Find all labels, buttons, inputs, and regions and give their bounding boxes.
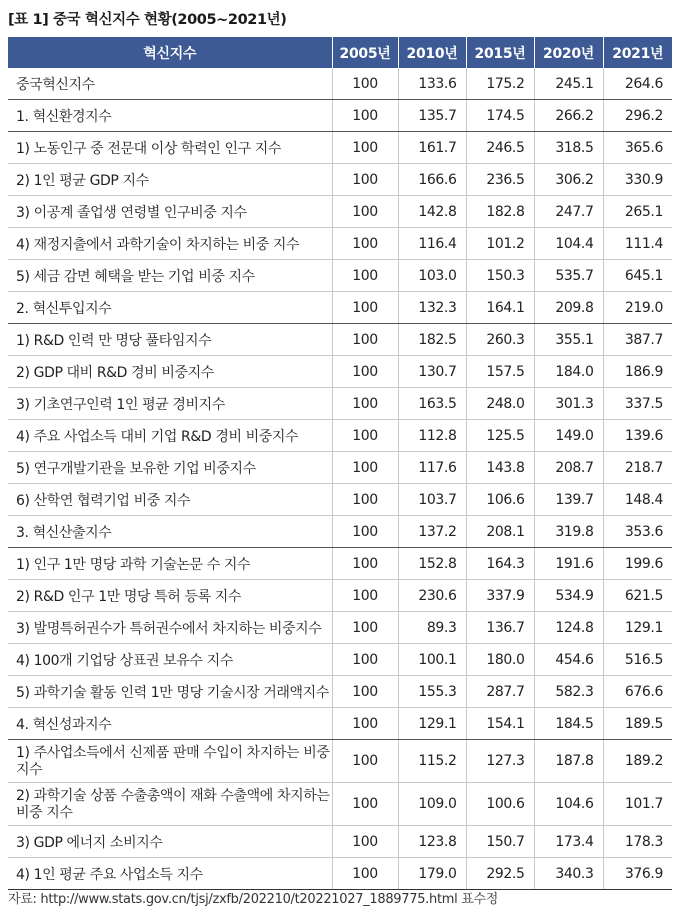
row-label: 3) 이공계 졸업생 연령별 인구비중 지수 xyxy=(8,196,332,228)
column-header: 2005년 xyxy=(332,37,398,68)
cell-value: 187.8 xyxy=(534,740,603,783)
cell-value: 248.0 xyxy=(466,388,534,420)
row-label: 6) 산학연 협력기업 비중 지수 xyxy=(8,484,332,516)
row-label: 3. 혁신산출지수 xyxy=(8,516,332,548)
source-note: 자료: http://www.stats.gov.cn/tjsj/zxfb/202210/t20221027_1889775.html 표수정 xyxy=(8,892,499,907)
cell-value: 100 xyxy=(332,676,398,708)
cell-value: 246.5 xyxy=(466,132,534,164)
cell-value: 376.9 xyxy=(603,858,672,890)
cell-value: 125.5 xyxy=(466,420,534,452)
cell-value: 337.9 xyxy=(466,580,534,612)
cell-value: 135.7 xyxy=(398,100,466,132)
cell-value: 534.9 xyxy=(534,580,603,612)
innovation-index-table xyxy=(8,37,672,890)
cell-value: 387.7 xyxy=(603,324,672,356)
table-row xyxy=(8,388,672,420)
table-row xyxy=(8,612,672,644)
row-label: 4) 주요 사업소득 대비 기업 R&D 경비 비중지수 xyxy=(8,420,332,452)
cell-value: 161.7 xyxy=(398,132,466,164)
cell-value: 676.6 xyxy=(603,676,672,708)
cell-value: 247.7 xyxy=(534,196,603,228)
cell-value: 130.7 xyxy=(398,356,466,388)
cell-value: 154.1 xyxy=(466,708,534,740)
row-label: 1. 혁신환경지수 xyxy=(8,100,332,132)
cell-value: 100 xyxy=(332,612,398,644)
cell-value: 100.6 xyxy=(466,783,534,826)
cell-value: 157.5 xyxy=(466,356,534,388)
cell-value: 292.5 xyxy=(466,858,534,890)
cell-value: 100 xyxy=(332,260,398,292)
cell-value: 139.6 xyxy=(603,420,672,452)
cell-value: 166.6 xyxy=(398,164,466,196)
row-label: 중국혁신지수 xyxy=(8,68,332,100)
cell-value: 301.3 xyxy=(534,388,603,420)
cell-value: 100 xyxy=(332,516,398,548)
cell-value: 296.2 xyxy=(603,100,672,132)
cell-value: 208.1 xyxy=(466,516,534,548)
table-row xyxy=(8,644,672,676)
table-row xyxy=(8,356,672,388)
cell-value: 109.0 xyxy=(398,783,466,826)
column-header: 2010년 xyxy=(398,37,466,68)
cell-value: 117.6 xyxy=(398,452,466,484)
cell-value: 175.2 xyxy=(466,68,534,100)
cell-value: 89.3 xyxy=(398,612,466,644)
cell-value: 516.5 xyxy=(603,644,672,676)
cell-value: 340.3 xyxy=(534,858,603,890)
cell-value: 100 xyxy=(332,196,398,228)
cell-value: 155.3 xyxy=(398,676,466,708)
cell-value: 184.5 xyxy=(534,708,603,740)
row-label: 2. 혁신투입지수 xyxy=(8,292,332,324)
cell-value: 164.3 xyxy=(466,548,534,580)
cell-value: 139.7 xyxy=(534,484,603,516)
cell-value: 100 xyxy=(332,580,398,612)
cell-value: 100 xyxy=(332,100,398,132)
cell-value: 355.1 xyxy=(534,324,603,356)
cell-value: 100 xyxy=(332,548,398,580)
cell-value: 191.6 xyxy=(534,548,603,580)
row-label: 1) R&D 인력 만 명당 풀타임지수 xyxy=(8,324,332,356)
cell-value: 245.1 xyxy=(534,68,603,100)
cell-value: 365.6 xyxy=(603,132,672,164)
table-row xyxy=(8,858,672,890)
cell-value: 104.4 xyxy=(534,228,603,260)
cell-value: 318.5 xyxy=(534,132,603,164)
cell-value: 330.9 xyxy=(603,164,672,196)
cell-value: 535.7 xyxy=(534,260,603,292)
cell-value: 150.3 xyxy=(466,260,534,292)
table-section-row xyxy=(8,708,672,740)
cell-value: 103.7 xyxy=(398,484,466,516)
row-label: 4) 100개 기업당 상표권 보유수 지수 xyxy=(8,644,332,676)
cell-value: 353.6 xyxy=(603,516,672,548)
column-header: 2015년 xyxy=(466,37,534,68)
cell-value: 100 xyxy=(332,388,398,420)
table-row xyxy=(8,132,672,164)
table-row xyxy=(8,420,672,452)
column-header: 2020년 xyxy=(534,37,603,68)
row-label: 4) 1인 평균 주요 사업소득 지수 xyxy=(8,858,332,890)
row-label: 5) 세금 감면 혜택을 받는 기업 비중 지수 xyxy=(8,260,332,292)
cell-value: 100 xyxy=(332,452,398,484)
cell-value: 111.4 xyxy=(603,228,672,260)
table-row xyxy=(8,260,672,292)
cell-value: 174.5 xyxy=(466,100,534,132)
cell-value: 115.2 xyxy=(398,740,466,783)
table-header-row xyxy=(8,37,672,68)
cell-value: 100 xyxy=(332,484,398,516)
cell-value: 100 xyxy=(332,356,398,388)
row-label: 4) 재정지출에서 과학기술이 차지하는 비중 지수 xyxy=(8,228,332,260)
cell-value: 645.1 xyxy=(603,260,672,292)
cell-value: 265.1 xyxy=(603,196,672,228)
cell-value: 173.4 xyxy=(534,826,603,858)
cell-value: 112.8 xyxy=(398,420,466,452)
cell-value: 182.5 xyxy=(398,324,466,356)
table-title: [표 1] 중국 혁신지수 현황(2005~2021년) xyxy=(8,12,287,28)
cell-value: 136.7 xyxy=(466,612,534,644)
cell-value: 582.3 xyxy=(534,676,603,708)
cell-value: 209.8 xyxy=(534,292,603,324)
table-row xyxy=(8,196,672,228)
cell-value: 143.8 xyxy=(466,452,534,484)
row-label: 2) 1인 평균 GDP 지수 xyxy=(8,164,332,196)
row-label: 2) R&D 인구 1만 명당 특허 등록 지수 xyxy=(8,580,332,612)
cell-value: 100 xyxy=(332,324,398,356)
cell-value: 103.0 xyxy=(398,260,466,292)
cell-value: 116.4 xyxy=(398,228,466,260)
table-row xyxy=(8,783,672,826)
cell-value: 236.5 xyxy=(466,164,534,196)
row-label: 3) GDP 에너지 소비지수 xyxy=(8,826,332,858)
table-row xyxy=(8,740,672,783)
cell-value: 100 xyxy=(332,783,398,826)
table-row xyxy=(8,324,672,356)
cell-value: 266.2 xyxy=(534,100,603,132)
cell-value: 100 xyxy=(332,826,398,858)
row-label: 2) GDP 대비 R&D 경비 비중지수 xyxy=(8,356,332,388)
cell-value: 164.1 xyxy=(466,292,534,324)
cell-value: 219.0 xyxy=(603,292,672,324)
cell-value: 180.0 xyxy=(466,644,534,676)
table-row xyxy=(8,452,672,484)
row-label: 1) 주사업소득에서 신제품 판매 수입이 차지하는 비중 지수 xyxy=(8,740,332,783)
cell-value: 129.1 xyxy=(398,708,466,740)
cell-value: 123.8 xyxy=(398,826,466,858)
cell-value: 189.5 xyxy=(603,708,672,740)
table-body xyxy=(8,68,672,890)
table-row xyxy=(8,164,672,196)
cell-value: 337.5 xyxy=(603,388,672,420)
cell-value: 100 xyxy=(332,292,398,324)
row-label: 3) 기초연구인력 1인 평균 경비지수 xyxy=(8,388,332,420)
cell-value: 178.3 xyxy=(603,826,672,858)
cell-value: 124.8 xyxy=(534,612,603,644)
cell-value: 133.6 xyxy=(398,68,466,100)
cell-value: 186.9 xyxy=(603,356,672,388)
cell-value: 100 xyxy=(332,644,398,676)
cell-value: 189.2 xyxy=(603,740,672,783)
cell-value: 129.1 xyxy=(603,612,672,644)
cell-value: 199.6 xyxy=(603,548,672,580)
table-row xyxy=(8,548,672,580)
cell-value: 148.4 xyxy=(603,484,672,516)
cell-value: 264.6 xyxy=(603,68,672,100)
cell-value: 149.0 xyxy=(534,420,603,452)
cell-value: 182.8 xyxy=(466,196,534,228)
row-label: 1) 노동인구 중 전문대 이상 학력인 인구 지수 xyxy=(8,132,332,164)
table-row xyxy=(8,228,672,260)
row-label: 5) 연구개발기관을 보유한 기업 비중지수 xyxy=(8,452,332,484)
cell-value: 100 xyxy=(332,858,398,890)
cell-value: 184.0 xyxy=(534,356,603,388)
cell-value: 218.7 xyxy=(603,452,672,484)
row-label: 3) 발명특허권수가 특허권수에서 차지하는 비중지수 xyxy=(8,612,332,644)
cell-value: 179.0 xyxy=(398,858,466,890)
column-header: 2021년 xyxy=(603,37,672,68)
cell-value: 100.1 xyxy=(398,644,466,676)
cell-value: 104.6 xyxy=(534,783,603,826)
cell-value: 137.2 xyxy=(398,516,466,548)
table-section-row xyxy=(8,292,672,324)
cell-value: 163.5 xyxy=(398,388,466,420)
cell-value: 132.3 xyxy=(398,292,466,324)
table-row xyxy=(8,580,672,612)
cell-value: 454.6 xyxy=(534,644,603,676)
cell-value: 152.8 xyxy=(398,548,466,580)
cell-value: 306.2 xyxy=(534,164,603,196)
row-label: 4. 혁신성과지수 xyxy=(8,708,332,740)
table-row xyxy=(8,676,672,708)
row-label: 5) 과학기술 활동 인력 1만 명당 기술시장 거래액지수 xyxy=(8,676,332,708)
cell-value: 127.3 xyxy=(466,740,534,783)
cell-value: 101.2 xyxy=(466,228,534,260)
cell-value: 100 xyxy=(332,708,398,740)
column-header: 혁신지수 xyxy=(8,37,332,68)
cell-value: 319.8 xyxy=(534,516,603,548)
cell-value: 100 xyxy=(332,68,398,100)
cell-value: 260.3 xyxy=(466,324,534,356)
cell-value: 208.7 xyxy=(534,452,603,484)
cell-value: 100 xyxy=(332,228,398,260)
cell-value: 287.7 xyxy=(466,676,534,708)
cell-value: 100 xyxy=(332,420,398,452)
table-row xyxy=(8,484,672,516)
cell-value: 100 xyxy=(332,740,398,783)
table-section-row xyxy=(8,68,672,100)
cell-value: 621.5 xyxy=(603,580,672,612)
row-label: 2) 과학기술 상품 수출총액이 재화 수출액에 차지하는 비중 지수 xyxy=(8,783,332,826)
cell-value: 150.7 xyxy=(466,826,534,858)
row-label: 1) 인구 1만 명당 과학 기술논문 수 지수 xyxy=(8,548,332,580)
cell-value: 106.6 xyxy=(466,484,534,516)
cell-value: 100 xyxy=(332,132,398,164)
cell-value: 142.8 xyxy=(398,196,466,228)
cell-value: 101.7 xyxy=(603,783,672,826)
cell-value: 100 xyxy=(332,164,398,196)
table-row xyxy=(8,826,672,858)
cell-value: 230.6 xyxy=(398,580,466,612)
table-section-row xyxy=(8,100,672,132)
table-section-row xyxy=(8,516,672,548)
